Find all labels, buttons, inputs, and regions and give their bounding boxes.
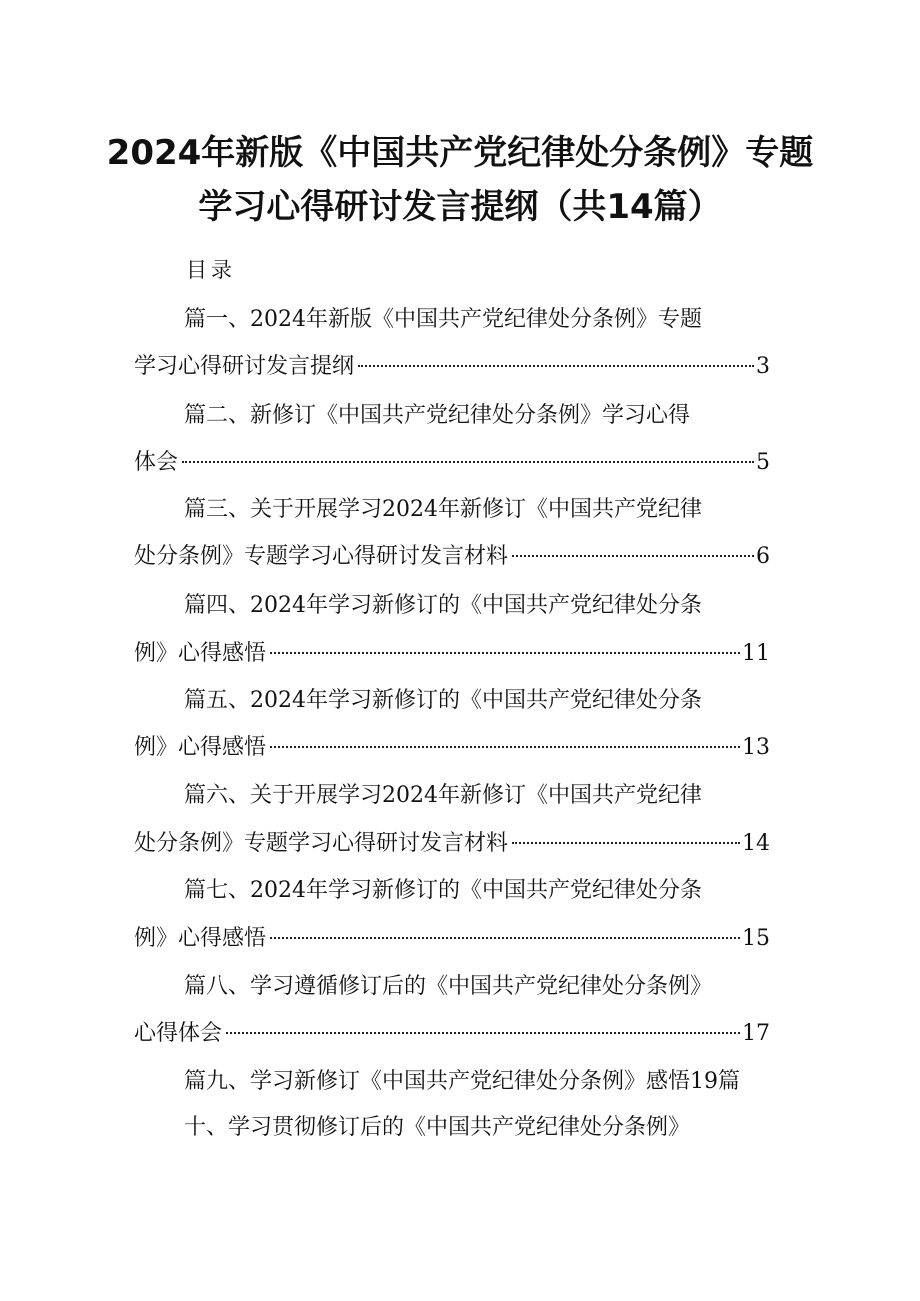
toc-entry-6-title[interactable]: 篇六、关于开展学习2024年新修订《中国共产党纪律 — [184, 783, 702, 808]
toc-page-number: 3 — [756, 354, 770, 379]
toc-page-number: 13 — [742, 735, 770, 760]
dot-leader — [512, 842, 740, 844]
toc-entry-1-title[interactable]: 篇一、2024年新版《中国共产党纪律处分条例》专题 — [184, 307, 702, 332]
toc-entry-label: 例》心得感悟 — [134, 735, 267, 760]
dot-leader — [512, 555, 754, 557]
toc-entry-label: 学习心得研讨发言提纲 — [134, 354, 355, 379]
toc-entry-4-continuation[interactable] — [134, 639, 770, 669]
toc-entry-8-continuation[interactable] — [134, 1019, 770, 1049]
toc-entry-8-title[interactable]: 篇八、学习遵循修订后的《中国共产党纪律处分条例》 — [184, 974, 713, 999]
toc-entry-label: 例》心得感悟 — [134, 926, 267, 951]
toc-entry-3-title[interactable]: 篇三、关于开展学习2024年新修订《中国共产党纪律 — [184, 497, 702, 522]
toc-page-number: 5 — [756, 450, 770, 475]
toc-heading: 目录 — [186, 258, 236, 282]
document-title-line-2: 学习心得研讨发言提纲（共14篇） — [198, 187, 722, 227]
toc-entry-1-continuation[interactable] — [134, 352, 770, 382]
toc-entry-3-continuation[interactable] — [134, 542, 770, 572]
toc-entry-5-title[interactable]: 篇五、2024年学习新修订的《中国共产党纪律处分条 — [184, 688, 702, 713]
dot-leader — [358, 365, 754, 367]
toc-entry-label: 例》心得感悟 — [134, 641, 267, 666]
toc-page-number: 15 — [742, 926, 770, 951]
toc-entry-label: 心得体会 — [134, 1021, 223, 1046]
toc-entry-label: 处分条例》专题学习心得研讨发言材料 — [134, 544, 509, 569]
toc-entry-2-title[interactable]: 篇二、新修订《中国共产党纪律处分条例》学习心得 — [184, 403, 691, 428]
document-title-line-1: 2024年新版《中国共产党纪律处分条例》专题 — [106, 133, 814, 173]
toc-entry-label: 体会 — [134, 450, 179, 475]
toc-entry-7-continuation[interactable] — [134, 924, 770, 954]
toc-entry-label: 处分条例》专题学习心得研讨发言材料 — [134, 831, 509, 856]
toc-entry-4-title[interactable]: 篇四、2024年学习新修订的《中国共产党纪律处分条 — [184, 593, 702, 618]
toc-entry-10[interactable]: 十、学习贯彻修订后的《中国共产党纪律处分条例》 — [184, 1115, 691, 1140]
toc-page-number: 11 — [742, 641, 770, 666]
toc-entry-9[interactable]: 篇九、学习新修订《中国共产党纪律处分条例》感悟19篇 — [184, 1069, 740, 1094]
toc-entry-6-continuation[interactable] — [134, 829, 770, 859]
dot-leader — [270, 746, 740, 748]
toc-entry-5-continuation[interactable] — [134, 733, 770, 763]
toc-entry-7-title[interactable]: 篇七、2024年学习新修订的《中国共产党纪律处分条 — [184, 878, 702, 903]
toc-page-number: 14 — [742, 831, 770, 856]
toc-entry-2-continuation[interactable] — [134, 448, 770, 478]
dot-leader — [182, 461, 754, 463]
toc-page-number: 6 — [756, 544, 770, 569]
dot-leader — [270, 652, 740, 654]
toc-page-number: 17 — [742, 1021, 770, 1046]
dot-leader — [226, 1032, 740, 1034]
dot-leader — [270, 937, 740, 939]
